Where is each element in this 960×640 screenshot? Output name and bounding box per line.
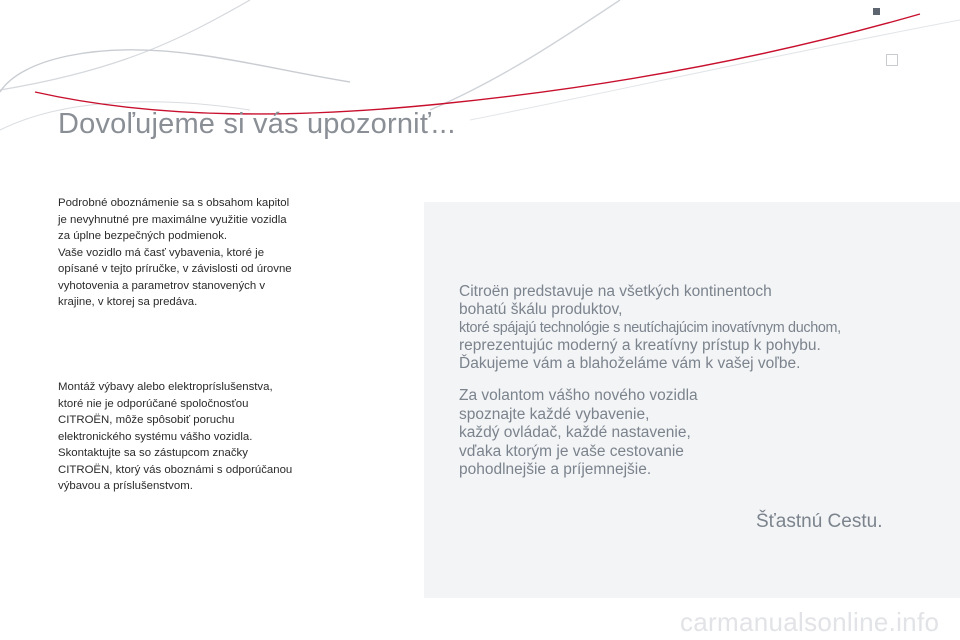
red-accent-line	[35, 14, 920, 114]
text-line: Montáž výbavy alebo elektropríslušenstva,	[58, 381, 273, 393]
text-line: Ďakujeme vám a blahoželáme vám k vašej voľbe.	[459, 355, 801, 372]
text-line: výbavou a príslušenstvom.	[58, 480, 193, 492]
text-line: Citroën predstavuje na všetkých kontinentoch	[459, 283, 772, 300]
text-line: ktoré nie je odporúčané spoločnosťou	[58, 397, 249, 410]
text-line: vďaka ktorým je vaše cestovanie	[459, 442, 684, 460]
warning-paragraph	[58, 379, 328, 495]
corner-square-marker	[873, 8, 880, 15]
welcome-second	[459, 387, 698, 480]
page-title: Dovoľujeme si vás upozorniť...	[58, 108, 456, 140]
watermark-text: carmanualsonline.info	[680, 607, 940, 637]
text-line: elektronického systému vášho vozidla.	[58, 430, 253, 443]
text-line: opísané v tejto príručke, v závislosti od úrovne	[58, 263, 292, 275]
swoosh-outer-top	[0, 0, 250, 90]
text-line: reprezentujúc moderný a kreatívny prístup k pohybu.	[459, 337, 821, 354]
corner-outline-box	[886, 54, 898, 66]
text-line: za úplne bezpečných podmienok.	[58, 230, 228, 242]
text-line: bohatú škálu produktov,	[459, 301, 623, 318]
text-line: CITROËN, môže spôsobiť poruchu	[58, 414, 235, 426]
swoosh-far-right	[470, 20, 960, 120]
text-line: Za volantom vášho nového vozidla	[459, 387, 698, 404]
text-line: ktoré spájajú technológie s neutíchajúcim inovatívnym duchom,	[459, 320, 841, 336]
text-line: Skontaktujte sa so zástupcom značky	[58, 447, 248, 459]
swoosh-left-curve	[0, 50, 350, 92]
intro-paragraph	[58, 195, 328, 311]
text-line: krajine, v ktorej sa predáva.	[58, 296, 198, 308]
text-line: CITROËN, ktorý vás oboznámi s odporúčanou	[58, 463, 293, 476]
text-line: je nevyhnutné pre maximálne využitie vozidla	[58, 213, 287, 226]
text-line: Vaše vozidlo má časť vybavenia, ktoré je	[58, 246, 265, 259]
text-line: Podrobné oboznámenie sa s obsahom kapitol	[58, 197, 290, 209]
welcome-intro	[459, 283, 841, 373]
text-line: každý ovládač, každé nastavenie,	[459, 424, 691, 441]
signoff-text: Šťastnú Cestu.	[756, 511, 883, 532]
swoosh-right-up	[430, 0, 620, 110]
text-line: vyhotovenia a parametrov stanovených v	[58, 279, 266, 292]
text-line: spoznajte každé vybavenie,	[459, 405, 650, 423]
text-line: pohodlnejšie a príjemnejšie.	[459, 461, 652, 478]
